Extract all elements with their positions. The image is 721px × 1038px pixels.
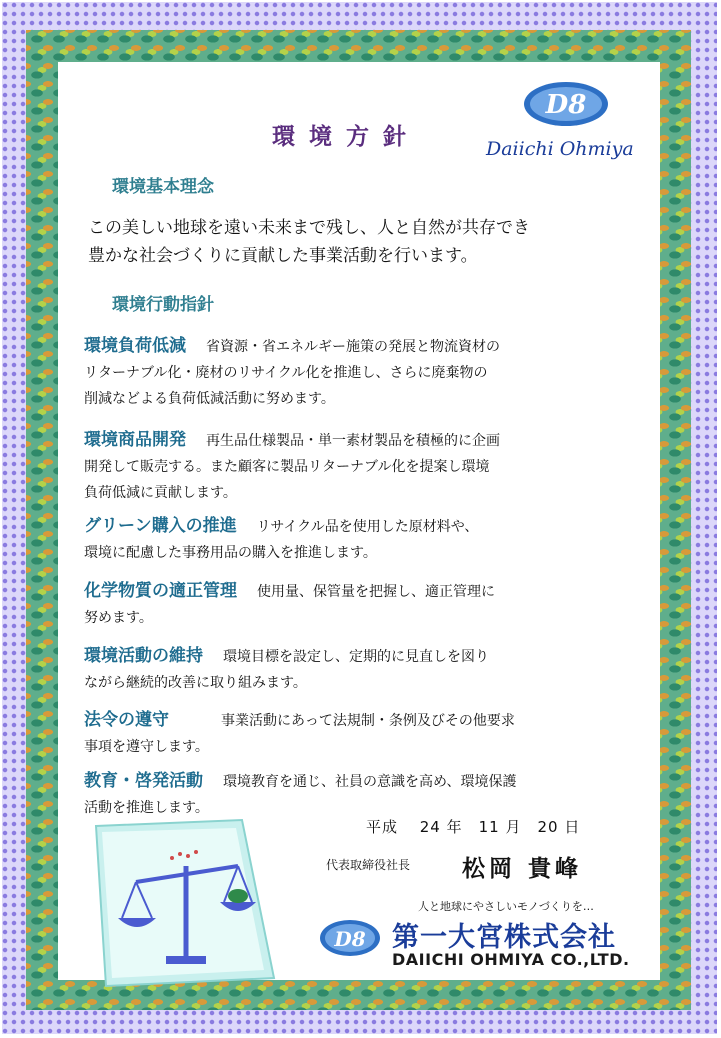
svg-text:D8: D8 <box>334 927 366 951</box>
guideline-item <box>84 513 644 566</box>
guideline-heading: 法令の遵守 <box>84 710 169 730</box>
section-basic-philosophy: 環境基本理念 <box>112 177 214 197</box>
balance-scale-illustration <box>92 818 278 988</box>
signatory-role: 代表取締役社長 <box>326 858 411 872</box>
guideline-item <box>84 643 644 696</box>
issue-date: 平成 24 年 11 月 20 日 <box>366 818 581 836</box>
guideline-heading: 環境活動の維持 <box>84 646 203 666</box>
guideline-text: 活動を推進します。 <box>84 800 209 816</box>
guideline-text: ながら継続的改善に取り組みます。 <box>84 675 307 691</box>
guideline-item <box>84 333 644 412</box>
company-logo-icon <box>318 918 382 958</box>
guideline-heading: 教育・啓発活動 <box>84 771 203 791</box>
guideline-item <box>84 427 644 506</box>
guideline-item <box>84 578 644 631</box>
company-name-jp: 第一大宮株式会社 <box>392 922 616 953</box>
section-action-guidelines: 環境行動指針 <box>112 295 214 315</box>
guideline-text: 使用量、保管量を把握し、適正管理に <box>257 584 495 600</box>
company-tagline: 人と地球にやさしいモノづくりを… <box>418 900 594 913</box>
guideline-item <box>84 768 644 821</box>
guideline-text: 開発して販売する。また顧客に製品リターナブル化を提案し環境 <box>84 459 490 475</box>
guideline-text: 負荷低減に貢献します。 <box>84 485 237 501</box>
intro-line: この美しい地球を遠い未来まで残し、人と自然が共存でき <box>88 218 530 238</box>
guideline-text: 再生品仕様製品・単一素材製品を積極的に企画 <box>206 433 500 449</box>
guideline-item <box>84 707 644 760</box>
guideline-heading: グリーン購入の推進 <box>84 516 237 536</box>
intro-line: 豊かな社会づくりに貢献した事業活動を行います。 <box>88 246 478 266</box>
guideline-text: 事項を遵守します。 <box>84 739 209 755</box>
guideline-heading: 環境負荷低減 <box>84 336 186 356</box>
intro-paragraph <box>88 214 648 270</box>
guideline-text: リターナブル化・廃材のリサイクル化を推進し、さらに廃棄物の <box>84 365 488 381</box>
guideline-text: 環境目標を設定し、定期的に見直しを図り <box>223 649 489 665</box>
guideline-text: 省資源・省エネルギー施策の発展と物流資材の <box>206 339 500 355</box>
guideline-text: 環境教育を通じ、社員の意識を高め、環境保護 <box>223 774 517 790</box>
guideline-heading: 環境商品開発 <box>84 430 186 450</box>
svg-text:D8: D8 <box>545 90 587 120</box>
guideline-text: リサイクル品を使用した原材料や、 <box>256 519 479 535</box>
guideline-text: 削減などよる負荷低減活動に努めます。 <box>84 391 335 407</box>
guideline-text: 事業活動にあって法規制・条例及びその他要求 <box>221 713 515 729</box>
brand-logo-text: Daiichi Ohmiya <box>486 138 634 160</box>
signatory-name: 松岡 貴峰 <box>462 856 583 882</box>
guideline-text: 努めます。 <box>84 610 153 626</box>
page-title: 環境方針 <box>272 124 420 150</box>
company-name-en: DAIICHI OHMIYA CO.,LTD. <box>392 950 630 969</box>
guideline-heading: 化学物質の適正管理 <box>84 581 237 601</box>
guideline-text: 環境に配慮した事務用品の購入を推進します。 <box>84 545 377 561</box>
